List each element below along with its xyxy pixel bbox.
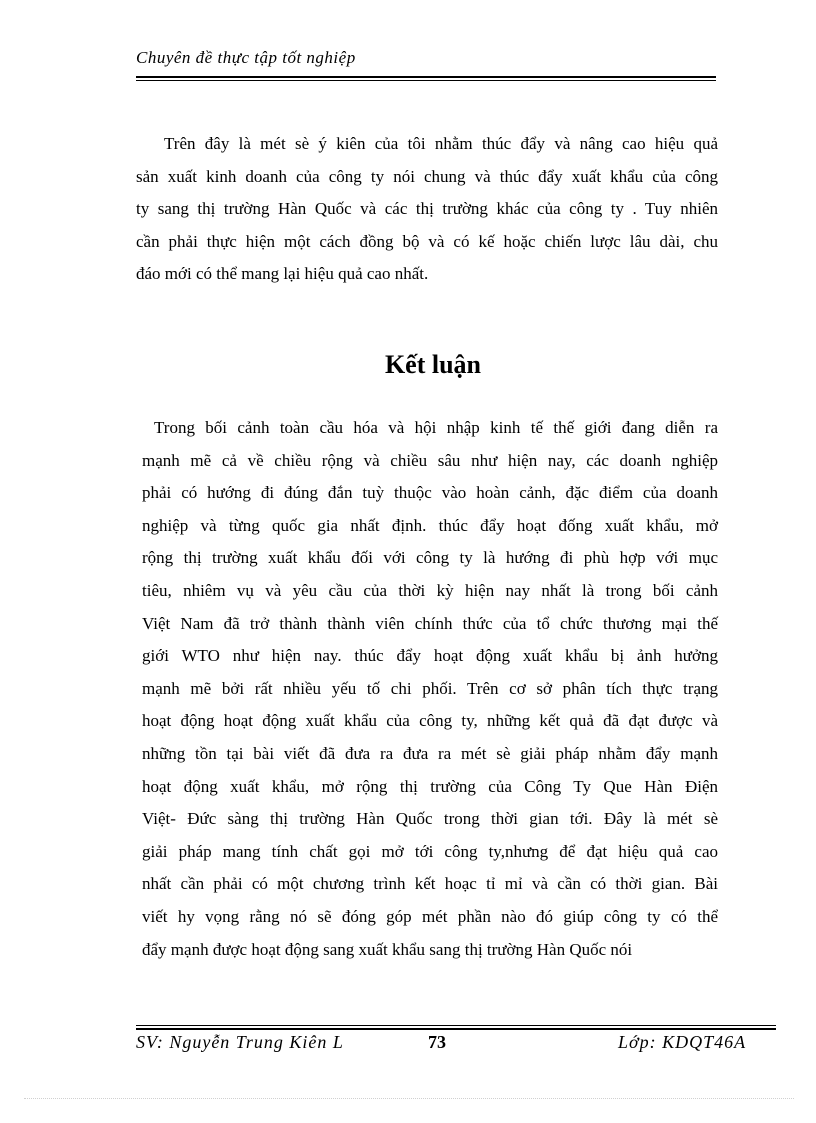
page-edge-divider — [24, 1098, 794, 1099]
header-rule-thick — [136, 76, 716, 78]
paragraph-line: viết hy vọng rằng nó sẽ đóng góp mét phần nào đó giúp công ty có thể — [142, 906, 718, 926]
conclusion-paragraph — [142, 412, 718, 966]
paragraph-line: tiêu, nhiêm vụ và yêu cầu của thời kỳ hiện nay nhất là trong bối cảnh — [142, 580, 718, 600]
footer-rule-thick — [136, 1028, 776, 1030]
footer-student: SV: Nguyễn Trung Kiên L — [136, 1032, 344, 1052]
paragraph-line: mạnh mẽ bởi rất nhiều yếu tố chi phối. Trên cơ sở phân tích thực trạng — [142, 678, 718, 698]
paragraph-line: hoạt động xuất khẩu, mở rộng thị trường của Công Ty Que Hàn Điện — [142, 776, 718, 796]
paragraph-line: Việt- Đức sàng thị trường Hàn Quốc trong thời gian tới. Đây là mét sè — [142, 809, 718, 829]
paragraph-line: nghiệp và từng quốc gia nhất định. thúc đẩy hoạt đống xuất khẩu, mở — [142, 515, 718, 535]
paragraph-line: giới WTO như hiện nay. thúc đẩy hoạt động xuất khẩu bị ảnh hưởng — [142, 646, 718, 666]
footer-rule-thin — [136, 1025, 776, 1026]
paragraph-line: cần phải thực hiện một cách đồng bộ và có kế hoặc chiến lược lâu dài, chu — [136, 231, 718, 251]
page-number: 73 — [428, 1032, 446, 1052]
paragraph-line: Trong bối cảnh toàn cầu hóa và hội nhập kinh tế thế giới đang diễn ra — [154, 418, 718, 437]
paragraph-line: mạnh mẽ cả về chiều rộng và chiều sâu như hiện nay, các doanh nghiệp — [142, 450, 718, 470]
paragraph-line: ty sang thị trường Hàn Quốc và các thị trường khác của công ty . Tuy nhiên — [136, 199, 718, 218]
paragraph-line: Trên đây là mét sè ý kiên của tôi nhằm thúc đẩy và nâng cao hiệu quả — [164, 134, 718, 153]
paragraph-line: giải pháp mang tính chất gọi mở tới công ty,nhưng để đạt hiệu quả cao — [142, 841, 718, 861]
paragraph-line: nhất cần phải có một chương trình kết hoạc tỉ mỉ và cần có thời gian. Bài — [142, 874, 718, 894]
document-title: Chuyên đề thực tập tốt nghiệp — [136, 48, 356, 67]
header-rule-thin — [136, 80, 716, 81]
footer-class: Lớp: KDQT46A — [618, 1032, 747, 1052]
paragraph-line: hoạt động hoạt động xuất khẩu của công ty, những kết quả đã đạt được và — [142, 711, 718, 731]
paragraph-line: đẩy mạnh được hoạt động sang xuất khẩu sang thị trường Hàn Quốc nói — [142, 939, 633, 959]
paragraph-line: rộng thị trường xuất khẩu đối với công ty là hướng đi phù hợp với mục — [142, 548, 718, 568]
section-heading: Kết luận — [384, 350, 482, 379]
intro-paragraph — [136, 128, 718, 291]
paragraph-line: đáo mới có thể mang lại hiệu quả cao nhất. — [136, 264, 429, 283]
paragraph-line: sản xuất kinh doanh của công ty nói chung và thúc đẩy xuất khẩu của công — [136, 166, 718, 186]
paragraph-line: những tồn tại bài viết đã đưa ra đưa ra mét sè giải pháp nhằm đẩy mạnh — [142, 743, 718, 763]
paragraph-line: Việt Nam đã trở thành thành viên chính thức của tổ chức thương mại thế — [142, 613, 718, 633]
paragraph-line: phải có hướng đi đúng đắn tuỳ thuộc vào hoàn cảnh, đặc điểm của doanh — [142, 483, 718, 503]
